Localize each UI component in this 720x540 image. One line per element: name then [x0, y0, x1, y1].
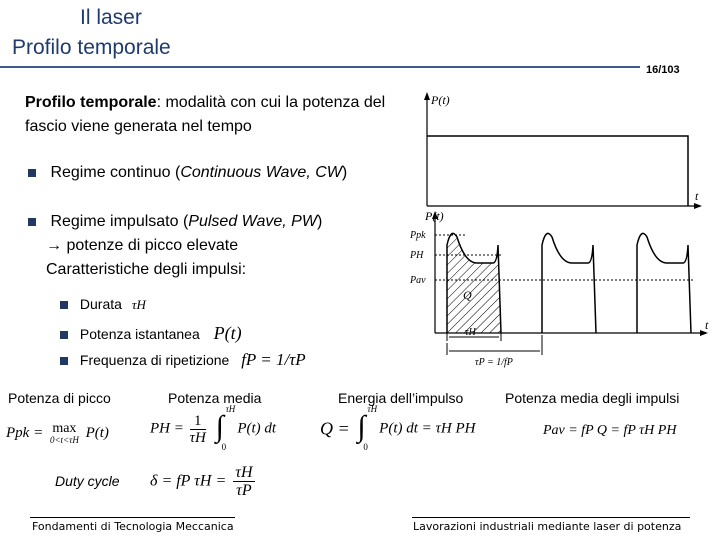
bullet-pw: Regime impulsato (Pulsed Wave, PW) → potenze di picco elevate Caratteristiche degli impulsi:: [28, 210, 322, 282]
formula-energy-rhs: P(t) dt = τH PH: [379, 420, 476, 437]
intro-rest: : modalità con cui la potenza del fascio viene generata nel tempo: [25, 94, 386, 135]
intro-text: [25, 91, 420, 139]
bullet-pw-line3: Caratteristiche degli impulsi:: [46, 261, 247, 278]
cw-power-curve: [427, 136, 688, 206]
cw-y-label: P(t): [431, 93, 450, 107]
title-line-1: Il laser: [80, 6, 142, 29]
formula-mean-int-top: τH: [225, 404, 236, 414]
pw-diagram: [405, 205, 715, 373]
formula-mean-lhs: PH =: [150, 420, 184, 437]
formula-avg: Pav = fP Q = fP τH PH: [543, 423, 677, 438]
sub-bullet-label: Frequenza di ripetizione: [79, 352, 230, 368]
bullet-cw: Regime continuo (Continuous Wave, CW): [28, 164, 347, 182]
formula-duty-num: τH: [235, 464, 253, 481]
bullet-square-icon: [60, 331, 68, 339]
formula-duty: [150, 464, 255, 499]
formula-mean-num: 1: [190, 413, 206, 430]
bullet-square-icon: [28, 218, 36, 226]
pw-pulse: [637, 233, 691, 333]
cw-y-arrow-icon: [424, 92, 430, 100]
formula-mean-rhs: P(t) dt: [237, 420, 277, 437]
pw-y-label: P(t): [425, 209, 444, 223]
intro-term: Profilo temporale: [25, 94, 157, 111]
page-number: 16/103: [646, 64, 680, 76]
formula-peak-rhs: P(t): [85, 424, 109, 441]
formula-duty-den: τP: [236, 482, 252, 499]
sub-bullet-label: Potenza istantanea: [79, 326, 200, 342]
pw-tau-h-label: τH: [465, 327, 476, 338]
cw-x-label: t: [695, 189, 699, 203]
pw-pulse: [542, 233, 596, 333]
arrow-icon: →: [46, 237, 62, 254]
bullet-square-icon: [60, 357, 68, 365]
label-peak-power: Potenza di picco: [8, 390, 111, 406]
bullet-cw-paren: Continuous Wave, CW: [180, 164, 342, 181]
pw-level-h-label: PH: [410, 250, 424, 261]
formula-energy: [320, 404, 476, 452]
formula-duty-lhs: δ = fP τH =: [150, 472, 227, 490]
integral-icon: ∫: [357, 410, 366, 443]
cw-diagram: [405, 88, 710, 213]
pw-energy-area: [447, 233, 501, 333]
sub-bullet-formula: P(t): [213, 323, 242, 343]
formula-peak-op: max: [52, 421, 77, 436]
title-divider: [0, 66, 640, 68]
formula-peak-range: 0<t<τH: [49, 435, 79, 445]
bullet-pw-main: Regime impulsato: [50, 213, 179, 230]
formula-peak-lhs: Ppk =: [6, 424, 44, 441]
label-avg-pulse-power: Potenza media degli impulsi: [505, 390, 680, 406]
sub-bullet-frequency: [60, 350, 306, 370]
formula-peak: [6, 422, 109, 445]
label-pulse-energy: Energia dell’impulso: [338, 390, 464, 406]
pw-level-pk-label: Ppk: [410, 230, 426, 241]
sub-bullet-duration: [60, 296, 146, 313]
label-mean-power: Potenza media: [168, 390, 262, 406]
sub-bullet-formula: τH: [131, 297, 146, 312]
label-duty-cycle: Duty cycle: [55, 473, 120, 489]
sub-bullet-power: [60, 323, 242, 344]
pw-x-label: t: [705, 318, 709, 332]
formula-mean: [150, 404, 277, 452]
bullet-pw-paren: Pulsed Wave, PW: [188, 213, 317, 230]
formula-energy-int-top: τH: [367, 404, 378, 414]
sub-bullet-label: Durata: [79, 296, 122, 312]
footer-left-rule: [30, 517, 235, 518]
formula-energy-lhs: Q =: [320, 418, 350, 439]
bullet-pw-line2: potenze di picco elevate: [66, 237, 239, 254]
pw-area-label: Q: [463, 288, 472, 302]
bullet-square-icon: [60, 301, 68, 309]
title-line-2: Profilo temporale: [12, 36, 171, 59]
formula-mean-int-bot: 0: [221, 442, 227, 452]
formula-energy-int-bot: 0: [363, 442, 368, 452]
pw-tau-p-label: τP = 1/fP: [475, 357, 513, 368]
sub-bullet-formula: fP = 1/τP: [241, 350, 306, 369]
integral-icon: ∫: [215, 410, 224, 443]
pw-level-av-label: Pav: [410, 275, 426, 286]
footer-right-rule: [412, 517, 690, 518]
bullet-cw-main: Regime continuo: [50, 164, 171, 181]
bullet-square-icon: [28, 169, 36, 177]
formula-mean-den: τH: [189, 429, 206, 446]
footer-right: Lavorazioni industriali mediante laser di potenza: [413, 520, 682, 533]
footer-left: Fondamenti di Tecnologia Meccanica: [32, 520, 234, 533]
